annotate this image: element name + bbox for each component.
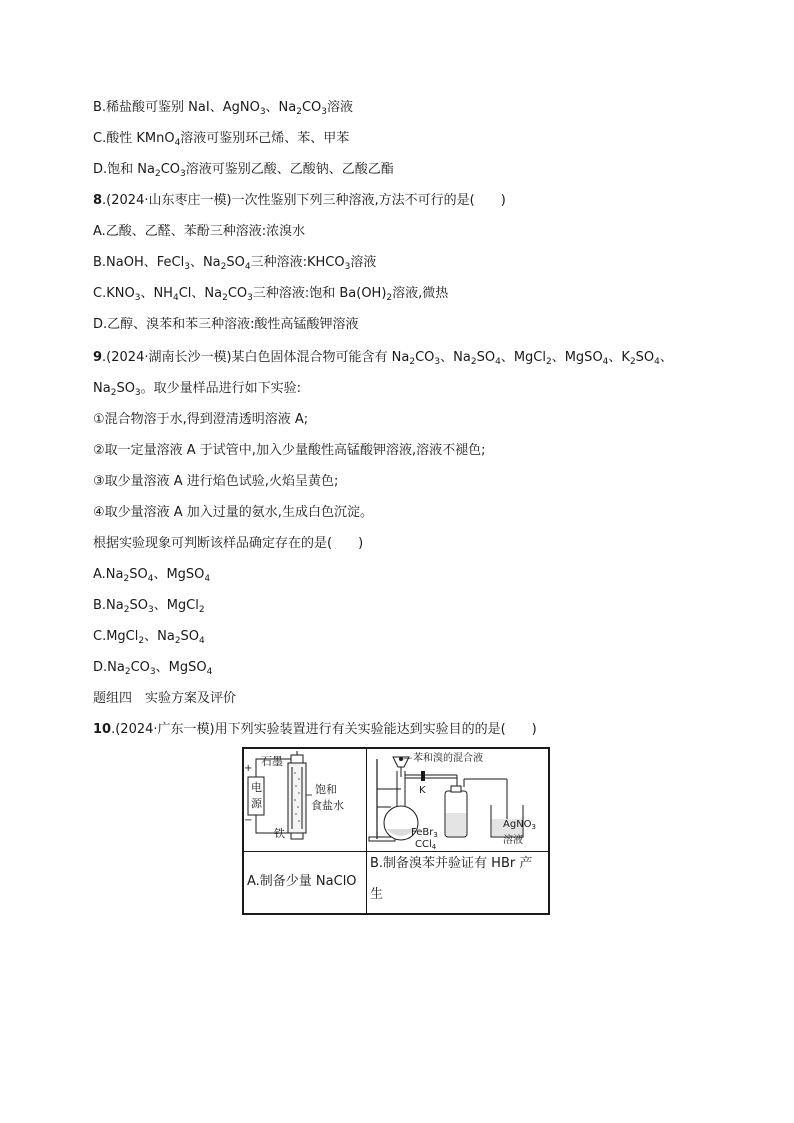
q9-option-c: C.MgCl$_2$、$Na_2SO_4$ <box>93 629 205 646</box>
q10-stem: 10.(2024·广东一模)用下列实验装置进行有关实验能达到实验目的的是( ) <box>93 722 537 737</box>
q9-stem: 9.(2024·湖南长沙一模)某白色固体混合物可能含有 $Na_2CO_3$、$Na_2SO_4$、MgCl$_2$、MgSO$_4$、$K_2SO_4$、 <box>93 350 673 367</box>
ccl4-label: CCl$_4$ <box>415 839 437 850</box>
q8-option-c: $C.KNO_3$、$NH_4Cl$、$Na_2CO_3$三种溶液:饱和 $Ba(OH)_2$溶液,微热 <box>93 286 449 303</box>
apparatus-table <box>242 747 550 915</box>
q9-option-a: $A.Na_2SO_4$、MgSO$_4$ <box>93 567 211 584</box>
mix-label: 苯和溴的混合液 <box>413 753 483 764</box>
bromobenzene-apparatus-figure <box>367 749 548 850</box>
q7-option-c: C.酸性 KMnO$_4$溶液可鉴别环己烯、苯、甲苯 <box>93 131 350 148</box>
febr3-label: FeBr$_3$ <box>411 827 438 839</box>
iron-label: 铁 <box>274 827 285 840</box>
power-label-1: 电 <box>251 781 262 794</box>
plus-sign: + <box>244 763 253 774</box>
q9-option-d: $D.Na_2CO_3$、MgSO$_4$ <box>93 660 213 677</box>
power-label-2: 源 <box>251 797 262 810</box>
caption-a: A.制备少量 NaClO <box>247 874 357 889</box>
graphite-label: 石墨 <box>261 755 283 768</box>
electrolysis-apparatus-figure <box>244 749 365 850</box>
q9-step-4: ④取少量溶液 A 加入过量的氨水,生成白色沉淀。 <box>93 505 373 520</box>
q7-option-b: B.稀盐酸可鉴别 NaI、AgNO$_3$、$Na_2CO_3$溶液 <box>93 100 354 117</box>
q9-step-3: ③取少量溶液 A 进行焰色试验,火焰呈黄色; <box>93 474 339 489</box>
q7-option-d: D.饱和 $Na_2CO_3$溶液可鉴别乙酸、乙酸钠、乙酸乙酯 <box>93 162 394 179</box>
solution-label: 溶液 <box>503 835 523 846</box>
q8-option-b: B.NaOH、FeCl$_3$、$Na_2SO_4$三种溶液$:KHCO_3$溶液 <box>93 255 377 272</box>
k-label: K <box>419 785 426 796</box>
brine-label-1: 饱和 <box>315 783 337 796</box>
agno3-label: AgNO$_3$ <box>503 819 537 831</box>
group-heading: 题组四 实验方案及评价 <box>93 691 237 706</box>
minus-sign: − <box>244 815 253 826</box>
q9-stem-line2: $Na_2SO_3$。取少量样品进行如下实验: <box>93 381 302 398</box>
brine-label-2: 食盐水 <box>311 799 344 812</box>
caption-b-line1: B.制备溴苯并验证有 HBr 产 <box>370 856 533 871</box>
caption-b-line2: 生 <box>370 887 384 902</box>
q9-ask: 根据实验现象可判断该样品确定存在的是( ) <box>93 536 364 551</box>
q8-option-d: D.乙醇、溴苯和苯三种溶液:酸性高锰酸钾溶液 <box>93 317 359 332</box>
q9-option-b: $B.Na_2SO_3$、MgCl$_2$ <box>93 598 205 615</box>
q8-option-a: A.乙酸、乙醛、苯酚三种溶液:浓溴水 <box>93 224 306 239</box>
q9-step-2: ②取一定量溶液 A 于试管中,加入少量酸性高锰酸钾溶液,溶液不褪色; <box>93 443 486 458</box>
q9-step-1: ①混合物溶于水,得到澄清透明溶液 A; <box>93 412 309 427</box>
q8-stem: 8.(2024·山东枣庄一模)一次性鉴别下列三种溶液,方法不可行的是( ) <box>93 193 506 208</box>
table-divider-horizontal <box>244 851 548 852</box>
